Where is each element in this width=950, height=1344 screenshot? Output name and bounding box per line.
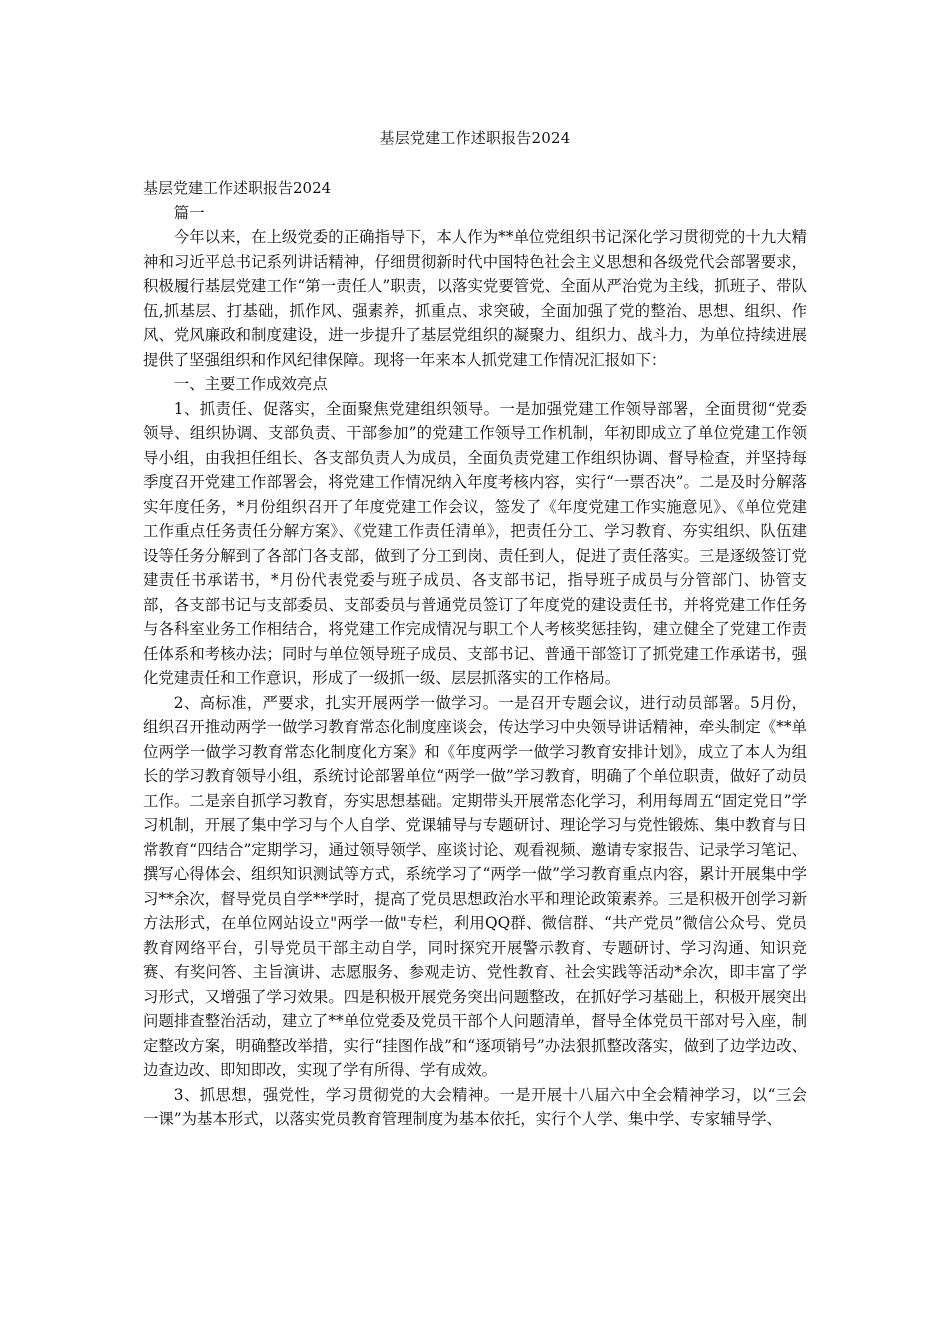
document-title: 基层党建工作述职报告2024 xyxy=(379,129,571,147)
document-subtitle: 基层党建工作述职报告2024 xyxy=(143,179,332,197)
paragraph-intro: 今年以来，在上级党委的正确指导下，本人作为**单位党组织书记深化学习贯彻党的十九大精神和习近平总书记系列讲话精神，仔细贯彻新时代中国特色社会主义思想和各级党代会部署要求，积极履行基层党建工作“第一责任人”职责，以落实党要管党、全面从严治党为主线，抓班子、带队伍,抓基层、打基础，抓作风、强素养，抓重点、求突破，全面加强了党的整治、思想、组织、作风、党风廉政和制度建设，进一步提升了基层党组织的凝聚力、组织力、战斗力，为单位持续进展提供了坚强组织和作风纪律保障。现将一年来本人抓党建工作情况汇报如下： xyxy=(143,228,807,369)
paragraph-item-2: 2、高标准，严要求，扎实开展两学一做学习。一是召开专题会议，进行动员部署。5月份，组织召开推动两学一做学习教育常态化制度座谈会，传达学习中央领导讲话精神，牵头制定《**单位两学一做学习教育常态化制度化方案》和《年度两学一做学习教育安排计划》，成立了本人为组长的学习教育领导小组，系统讨论部署单位“两学一做”学习教育，明确了个单位职责，做好了动员工作。二是亲自抓学习教育，夯实思想基础。定期带头开展常态化学习，利用每周五“固定党日”学习机制，开展了集中学习与个人自学、党课辅导与专题研讨、理论学习与党性锻炼、集中教育与日常教育“四结合”定期学习，通过领导领学、座谈讨论、观看视频、邀请专家报告、记录学习笔记、撰写心得体会、组织知识测试等方式，系统学习了“两学一做”学习教育重点内容，累计开展集中学习**余次，督导党员自学**学时，提高了党员思想政治水平和理论政策素养。三是积极开创学习新方法形式，在单位网站设立"两学一做"专栏，利用QQ群、微信群、“共产党员”微信公众号、党员教育网络平台，引导党员干部主动自学，同时探究开展警示教育、专题研讨、学习沟通、知识竞赛、有奖问答、主旨演讲、志愿服务、参观走访、党性教育、社会实践等活动*余次，即丰富了学习形式，又增强了学习效果。四是积极开展党务突出问题整改，在抓好学习基础上，积极开展突出问题排查整治活动，建立了**单位党委及党员干部个人问题清单，督导全体党员干部对号入座，制定整改方案，明确整改举措，实行“挂图作战”和“逐项销号”办法狠抓整改落实，做到了边学边改、边查边改、即知即改，实现了学有所得、学有成效。 xyxy=(143,693,807,1079)
section-heading: 一、主要工作成效亮点 xyxy=(173,375,328,393)
section-label: 篇一 xyxy=(173,203,205,222)
paragraph-item-1: 1、抓责任、促落实，全面聚焦党建组织领导。一是加强党建工作领导部署，全面贯彻“党委领导、组织协调、支部负责、干部参加”的党建工作领导工作机制，年初即成立了单位党建工作领导小组，由我担任组长、各支部负责人为成员，全面负责党建工作组织协调、督导检查，并坚持每季度召开党建工作部署会，将党建工作情况纳入年度考核内容，实行“一票否决”。二是及时分解落实年度任务，*月份组织召开了年度党建工作会议，签发了《年度党建工作实施意见》、《单位党建工作重点任务责任分解方案》、《党建工作责任清单》，把责任分工、学习教育、夯实组织、队伍建设等任务分解到了各部门各支部，做到了分工到岗、责任到人，促进了责任落实。三是逐级签订党建责任书承诺书，*月份代表党委与班子成员、各支部书记，指导班子成员与分管部门、协管支部，各支部书记与支部委员、支部委员与普通党员签订了年度党的建设责任书，并将党建工作任务与各科室业务工作相结合，将党建工作完成情况与职工个人考核奖惩挂钩，建立健全了党建工作责任体系和考核办法；同时与单位领导班子成员、支部书记、普通干部签订了抓党建工作承诺书，强化党建责任和工作意识，形成了一级抓一级、层层抓落实的工作格局。 xyxy=(143,399,807,687)
document-body xyxy=(143,176,807,1132)
paragraph-item-3: 3、抓思想，强党性，学习贯彻党的大会精神。一是开展十八届六中全会精神学习，以“三会一课”为基本形式，以落实党员教育管理制度为基本依托，实行个人学、集中学、专家辅导学、 xyxy=(143,1085,807,1128)
